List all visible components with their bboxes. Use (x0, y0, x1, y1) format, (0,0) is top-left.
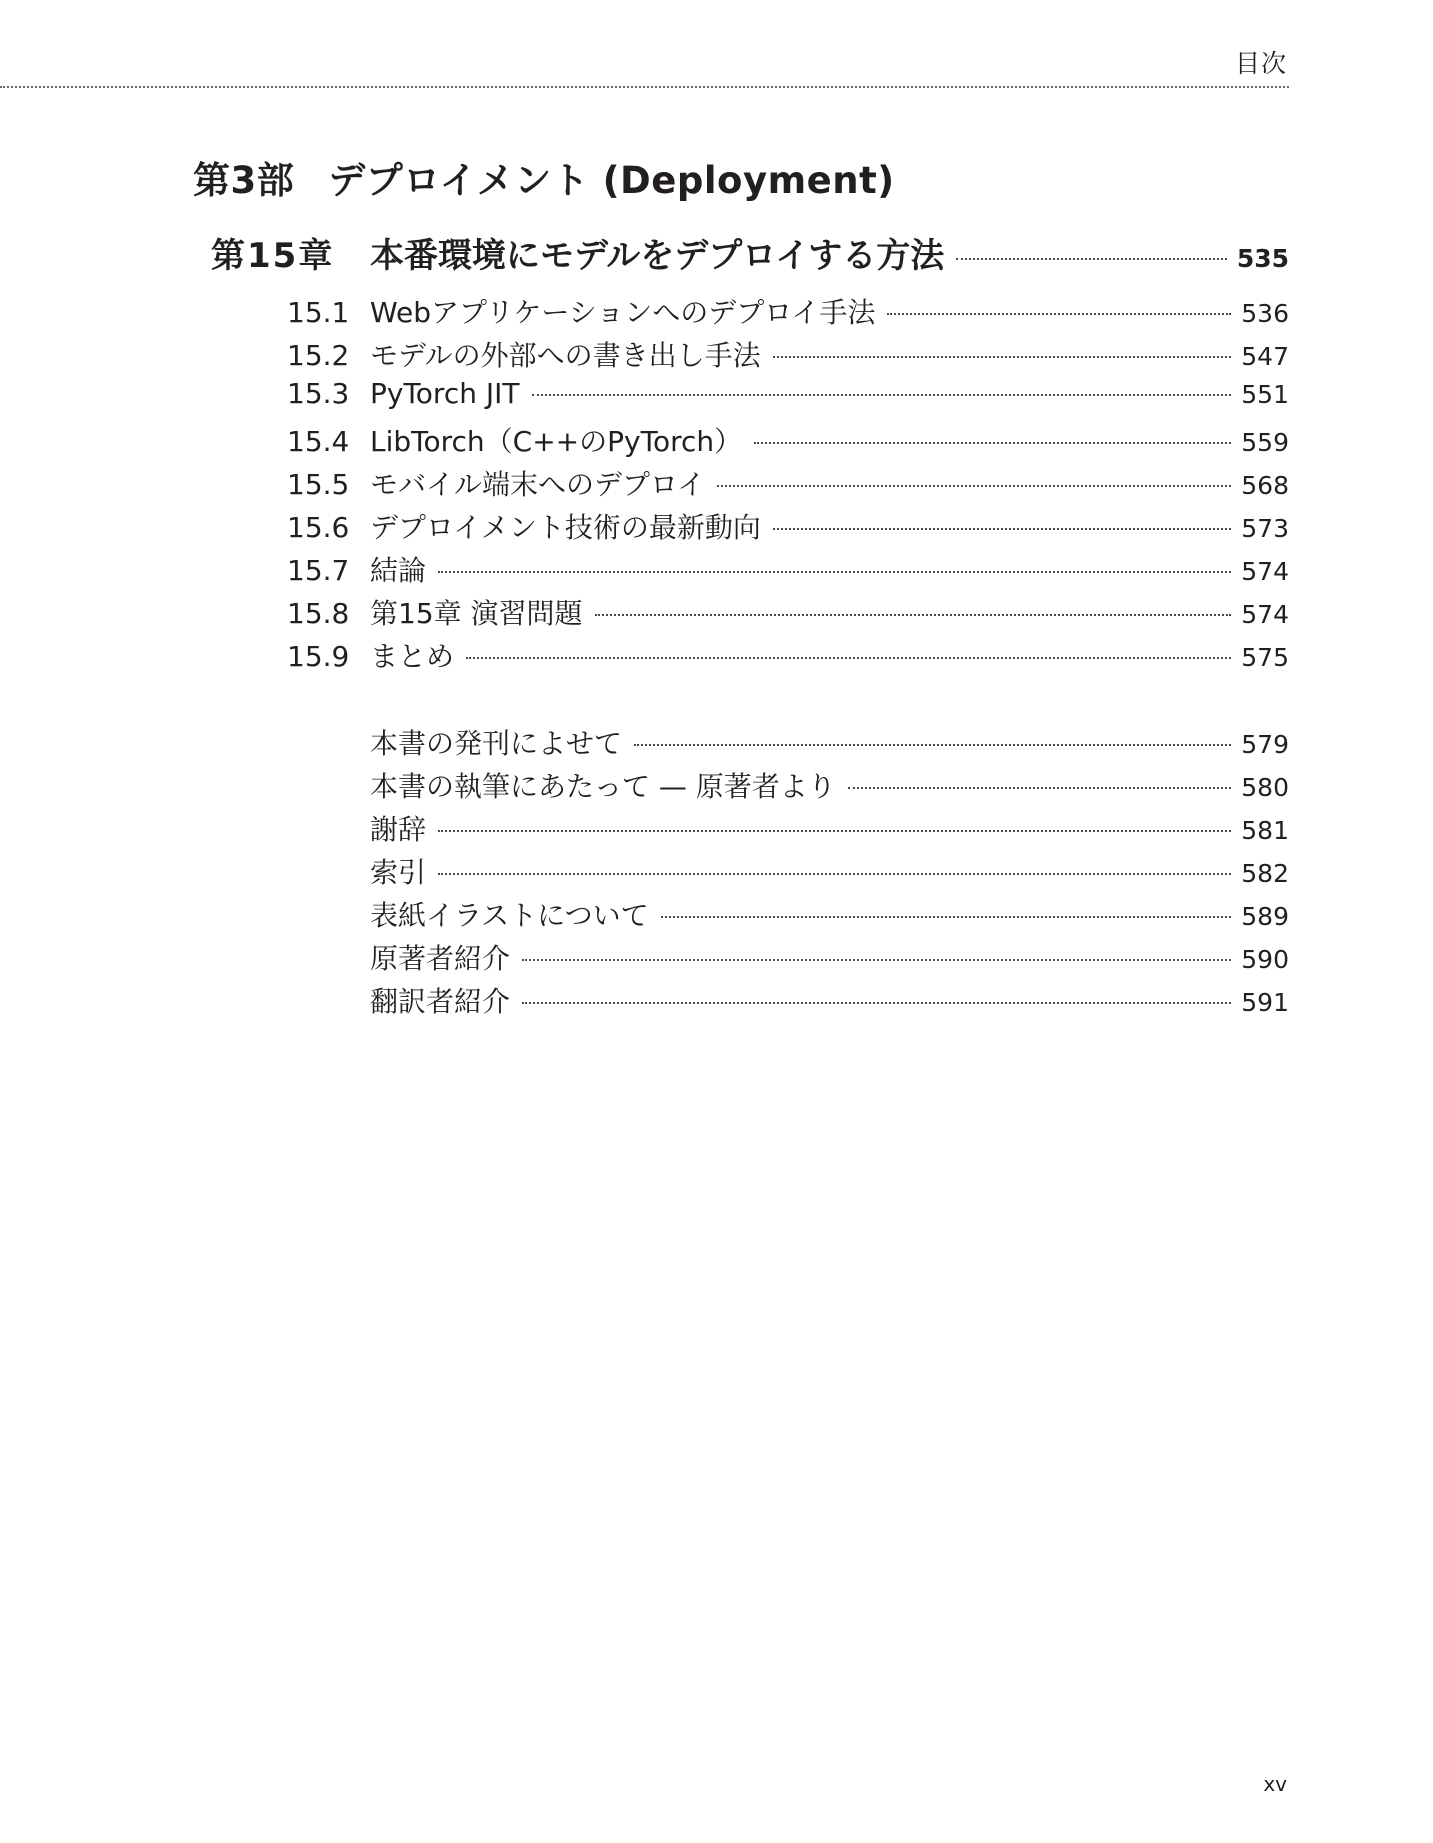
page-number: 574 (1241, 557, 1289, 586)
section-title: デプロイメント技術の最新動向 (370, 511, 761, 544)
section-number: 15.6 (287, 511, 350, 544)
backmatter-title: 索引 (370, 856, 427, 889)
page-number: 589 (1241, 902, 1289, 931)
section-number: 15.3 (287, 377, 350, 410)
section-number: 15.5 (287, 468, 350, 501)
section-number: 15.1 (287, 296, 350, 329)
section-title: モデルの外部への書き出し手法 (370, 339, 761, 372)
dot-leader (848, 787, 1231, 789)
backmatter-title: 本書の発刊によせて (370, 727, 623, 760)
part-heading (193, 150, 895, 204)
section-number: 15.8 (287, 597, 350, 630)
page-number: 580 (1241, 773, 1289, 802)
dot-leader (773, 528, 1231, 530)
section-number: 15.4 (287, 425, 350, 458)
toc-section-entry[interactable] (287, 635, 1289, 675)
section-number: 15.9 (287, 640, 350, 673)
toc-section-entry[interactable] (287, 420, 1289, 460)
backmatter-title: 謝辞 (370, 813, 427, 846)
section-title: 結論 (370, 554, 427, 587)
section-number: 15.2 (287, 339, 350, 372)
section-number: 15.7 (287, 554, 350, 587)
section-title: PyTorch JIT (370, 377, 520, 410)
running-head: 目次 (1234, 49, 1287, 78)
dot-leader (438, 873, 1231, 875)
backmatter-title: 本書の執筆にあたって — 原著者より (370, 770, 836, 803)
dot-leader (438, 830, 1231, 832)
page-number: 581 (1241, 816, 1289, 845)
chapter-number: 第15章 (211, 236, 335, 276)
page-number: 591 (1241, 988, 1289, 1017)
dot-leader (438, 571, 1231, 573)
dot-leader (532, 394, 1232, 396)
dot-leader (634, 744, 1231, 746)
backmatter-title: 原著者紹介 (370, 942, 511, 975)
dot-leader (595, 614, 1232, 616)
section-title: LibTorch（C++のPyTorch） (370, 425, 743, 458)
page-number: 575 (1241, 643, 1289, 672)
page-number: 559 (1241, 428, 1289, 457)
toc-backmatter-entry[interactable] (370, 851, 1289, 891)
toc-chapter-entry[interactable] (211, 228, 1289, 277)
backmatter-title: 表紙イラストについて (370, 899, 649, 932)
toc-section-entry[interactable] (287, 377, 1289, 410)
header-dotted-rule (0, 86, 1289, 88)
chapter-title: 本番環境にモデルをデプロイする方法 (370, 236, 945, 276)
toc-section-entry[interactable] (287, 334, 1289, 374)
section-title: Webアプリケーションへのデプロイ手法 (370, 296, 876, 329)
toc-backmatter-entry[interactable] (370, 722, 1289, 762)
toc-backmatter-entry[interactable] (370, 980, 1289, 1020)
toc-section-entry[interactable] (287, 291, 1289, 331)
toc-section-entry[interactable] (287, 592, 1289, 632)
section-title: まとめ (370, 640, 455, 673)
dot-leader (956, 258, 1227, 260)
dot-leader (887, 313, 1231, 315)
page-number: 573 (1241, 514, 1289, 543)
toc-section-entry[interactable] (287, 549, 1289, 589)
page-number: 574 (1241, 600, 1289, 629)
toc-backmatter-entry[interactable] (370, 937, 1289, 977)
dot-leader (522, 959, 1231, 961)
part-number: 第3部 (193, 159, 295, 202)
page-number: 536 (1241, 299, 1289, 328)
toc-section-entry[interactable] (287, 463, 1289, 503)
page-number: 535 (1236, 244, 1289, 273)
dot-leader (754, 442, 1231, 444)
toc-section-entry[interactable] (287, 506, 1289, 546)
page-number: 579 (1241, 730, 1289, 759)
dot-leader (466, 657, 1231, 659)
section-title: 第15章 演習問題 (370, 597, 583, 630)
part-title: デプロイメント (Deployment) (328, 159, 895, 202)
dot-leader (522, 1002, 1231, 1004)
toc-backmatter-entry[interactable] (370, 765, 1289, 805)
section-title: モバイル端末へのデプロイ (370, 468, 706, 501)
page-number: 551 (1241, 380, 1289, 409)
dot-leader (661, 916, 1232, 918)
page-folio: xv (1263, 1772, 1287, 1796)
toc-backmatter-entry[interactable] (370, 894, 1289, 934)
page-number: 590 (1241, 945, 1289, 974)
page-number: 568 (1241, 471, 1289, 500)
backmatter-title: 翻訳者紹介 (370, 985, 511, 1018)
dot-leader (717, 485, 1231, 487)
page-number: 582 (1241, 859, 1289, 888)
dot-leader (773, 356, 1232, 358)
toc-backmatter-entry[interactable] (370, 808, 1289, 848)
page-number: 547 (1241, 342, 1289, 371)
